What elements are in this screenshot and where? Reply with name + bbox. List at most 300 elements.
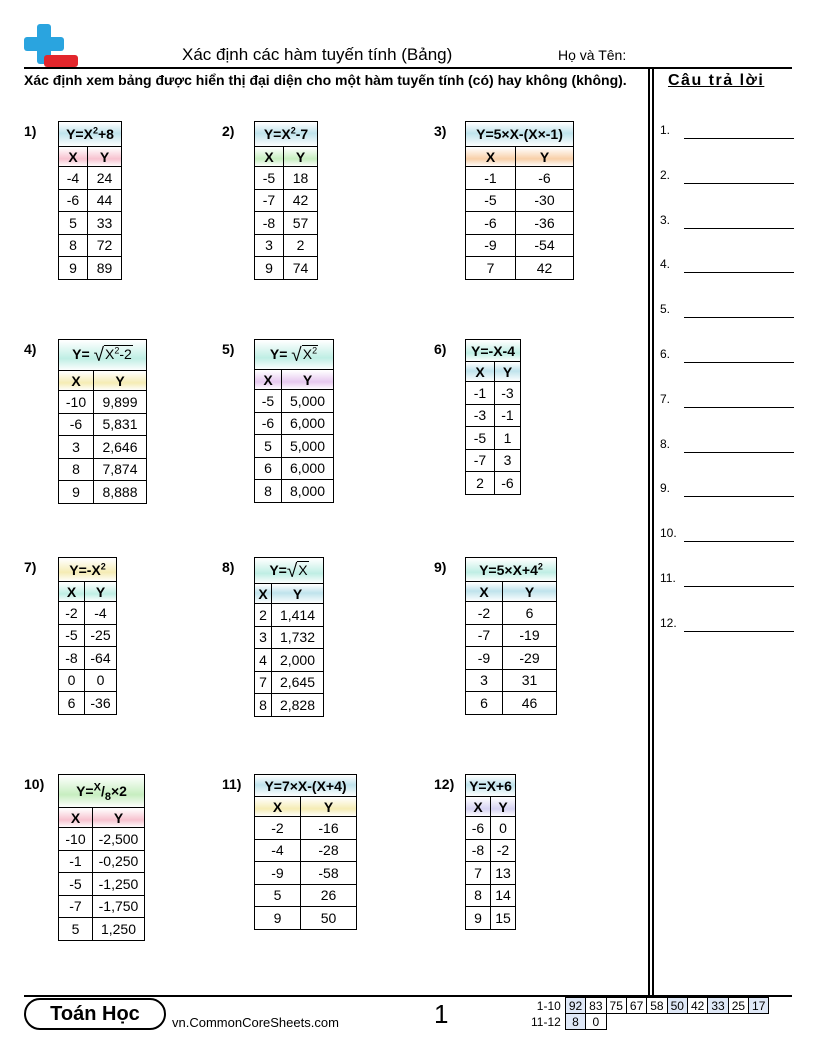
x-value: -3 [466,404,495,427]
problem-number: 1) [24,123,37,139]
table-row [255,189,318,212]
x-value: 9 [59,481,94,504]
table-row [466,404,521,427]
x-value: 5 [59,212,88,235]
table-row [59,212,122,235]
answer-line-10 [660,526,794,542]
y-value: 18 [284,167,318,190]
function-table-10 [58,774,145,941]
y-column-header: Y [516,147,574,167]
x-value: -1 [59,850,93,873]
y-value: -6 [516,167,574,190]
x-value: -7 [59,895,93,918]
equation-label: $Y=5\times X+4^2$ [466,558,557,582]
answer-number: 2. [660,167,671,182]
x-value: 8 [466,884,491,907]
y-value: -36 [85,692,117,715]
table-row [466,382,521,405]
table-row [466,449,521,472]
equation-label: $Y=-X^2$ [59,558,117,582]
table-row [59,234,122,257]
score-cell: 0 [586,1014,606,1030]
table-row [255,907,357,930]
equation-label: $Y=X^2+8$ [59,122,122,147]
y-value: 89 [88,257,122,280]
function-table-8 [254,557,324,717]
y-column-header: Y [94,371,147,391]
answer-number: 3. [660,212,671,227]
x-value: 9 [466,907,491,930]
table-row [466,817,516,840]
y-value: 1 [495,427,521,450]
table-row [255,212,318,235]
y-value: 6,000 [282,412,334,435]
table-row [255,671,324,694]
function-table-12 [465,774,516,930]
answer-number: 4. [660,257,671,272]
table-row [59,918,145,941]
score-cell: 17 [749,998,769,1014]
x-value: -8 [255,212,284,235]
function-table-2 [254,121,318,280]
y-column-header: Y [301,797,357,817]
table-row [255,649,324,672]
table-row [255,234,318,257]
function-table-1 [58,121,122,280]
y-value: 1,732 [272,626,324,649]
y-value: -0,250 [93,850,145,873]
table-row [255,412,334,435]
x-value: -6 [59,189,88,212]
answer-blank[interactable] [684,183,794,184]
x-value: 6 [59,692,85,715]
y-value: 7,874 [94,458,147,481]
table-row [59,602,117,625]
x-value: -5 [466,427,495,450]
table-row [59,436,147,459]
equation-label: $Y= √X^2-2$ [59,340,147,371]
y-value: -3 [495,382,521,405]
function-table-4 [58,339,147,504]
x-value: -8 [466,839,491,862]
x-column-header: X [255,370,282,390]
x-value: 3 [466,669,503,692]
x-column-header: X [255,797,301,817]
y-column-header: Y [93,808,145,828]
table-row [466,669,557,692]
table-row [466,234,574,257]
y-column-header: Y [495,362,521,382]
equation-label: Y=5×X-(X×-1) [466,122,574,147]
y-value: 13 [491,862,516,885]
function-table-9 [465,557,557,715]
answer-blank[interactable] [684,407,794,408]
problem-number: 8) [222,559,235,575]
x-value: -5 [466,189,516,212]
y-value: 2,646 [94,436,147,459]
problem-number: 9) [434,559,447,575]
score-cell: 75 [606,998,626,1014]
table-row [466,257,574,280]
table-row [466,602,557,625]
answer-number: 12. [660,615,677,630]
table-row [255,167,318,190]
table-row [255,457,334,480]
y-value: -30 [516,189,574,212]
answer-blank[interactable] [684,496,794,497]
table-row [59,257,122,280]
y-column-header: Y [272,584,324,604]
problem-number: 3) [434,123,447,139]
y-column-header: Y [282,370,334,390]
problem-number: 12) [434,776,455,792]
x-value: -6 [255,412,282,435]
table-row [59,458,147,481]
y-value: 44 [88,189,122,212]
function-table-3 [465,121,574,280]
score-cell: 58 [647,998,667,1014]
answer-line-12 [660,616,794,632]
answer-line-6 [660,347,794,363]
y-value: 9,899 [94,391,147,414]
equation-label: $Y=X^2-7$ [255,122,318,147]
x-value: 8 [255,694,272,717]
answer-line-7 [660,392,794,408]
x-value: -6 [466,212,516,235]
table-row [59,167,122,190]
x-value: 5 [255,435,282,458]
x-value: 2 [466,472,495,495]
x-value: 9 [59,257,88,280]
problem-number: 7) [24,559,37,575]
table-row [59,828,145,851]
x-column-header: X [255,584,272,604]
x-value: 9 [255,907,301,930]
y-value: 5,000 [282,435,334,458]
answer-blank[interactable] [684,362,794,363]
x-value: 8 [255,480,282,503]
table-row [466,624,557,647]
table-row [466,189,574,212]
y-value: 57 [284,212,318,235]
table-row [255,817,357,840]
table-row [255,626,324,649]
y-column-header: Y [85,582,117,602]
x-value: 6 [466,692,503,715]
y-value: 15 [491,907,516,930]
y-value: -16 [301,817,357,840]
y-value: 2,828 [272,694,324,717]
problem-number: 10) [24,776,45,792]
y-value: 8,888 [94,481,147,504]
y-value: 6 [503,602,557,625]
function-table-7 [58,557,117,715]
y-value: -64 [85,647,117,670]
x-value: -7 [466,624,503,647]
answer-number: 1. [660,123,671,137]
x-value: -4 [59,167,88,190]
equation-label: Y=√X [255,558,324,584]
answer-number: 11. [660,571,676,585]
table-row [466,692,557,715]
function-table-11 [254,774,357,930]
y-value: 2 [284,234,318,257]
score-cell: 8 [565,1014,585,1030]
answer-blank[interactable] [684,631,794,632]
table-row [255,862,357,885]
x-value: -6 [466,817,491,840]
y-column-header: Y [503,582,557,602]
table-row [466,167,574,190]
y-value: 24 [88,167,122,190]
table-row [466,647,557,670]
answers-title: Câu trả lời [668,72,765,89]
table-row [59,692,117,715]
header-rule [24,67,792,69]
x-column-header: X [59,582,85,602]
x-value: -10 [59,391,94,414]
name-label: Họ và Tên: [558,47,627,63]
x-column-header: X [466,582,503,602]
x-value: -8 [59,647,85,670]
answer-number: 7. [660,391,671,406]
x-value: -5 [255,390,282,413]
x-value: 7 [466,257,516,280]
y-value: 0 [85,669,117,692]
table-row [59,481,147,504]
table-row [59,391,147,414]
instructions: Xác định xem bảng được hiển thị đại diện cho một hàm tuyến tính (có) hay không (không). [24,72,627,88]
y-value: 6,000 [282,457,334,480]
y-value: 42 [284,189,318,212]
x-value: -1 [466,382,495,405]
x-value: -5 [59,624,85,647]
answer-blank[interactable] [684,317,794,318]
score-cell: 50 [667,998,687,1014]
y-value: 2,000 [272,649,324,672]
x-value: -7 [466,449,495,472]
table-row [466,472,521,495]
y-value: -1,750 [93,895,145,918]
table-row [466,907,516,930]
table-row [255,390,334,413]
y-value: -29 [503,647,557,670]
page-number: 1 [434,999,449,1029]
function-table-5 [254,339,334,503]
table-row [59,413,147,436]
y-column-header: Y [284,147,318,167]
x-value: 3 [59,436,94,459]
x-value: -7 [255,189,284,212]
x-value: -5 [59,873,93,896]
y-value: 50 [301,907,357,930]
page-title: Xác định các hàm tuyến tính (Bảng) [182,45,453,64]
x-value: -10 [59,828,93,851]
answer-blank[interactable] [684,138,794,139]
x-value: 3 [255,234,284,257]
table-row [466,862,516,885]
score-row [528,1014,769,1030]
y-value: 14 [491,884,516,907]
y-value: -4 [85,602,117,625]
brand-badge: Toán Học [24,998,166,1030]
y-value: -2 [491,839,516,862]
problem-number: 6) [434,341,447,357]
answer-line-8 [660,437,794,453]
problem-number: 4) [24,341,37,357]
score-cell: 83 [586,998,606,1014]
y-value: 31 [503,669,557,692]
score-cell: 33 [708,998,728,1014]
x-value: -4 [255,839,301,862]
table-row [59,669,117,692]
y-value: 5,831 [94,413,147,436]
table-row [255,884,357,907]
y-value: -28 [301,839,357,862]
answer-number: 9. [660,481,671,496]
y-value: 46 [503,692,557,715]
table-row [59,189,122,212]
table-row [59,647,117,670]
x-value: 0 [59,669,85,692]
score-row-label: 1-10 [536,998,561,1013]
x-value: 8 [59,458,94,481]
x-value: 6 [255,457,282,480]
x-value: -1 [466,167,516,190]
table-row [466,839,516,862]
y-value: -6 [495,472,521,495]
x-value: -2 [255,817,301,840]
x-value: -6 [59,413,94,436]
y-value: -25 [85,624,117,647]
score-table [528,997,769,1030]
answer-line-5 [660,302,794,318]
y-value: 33 [88,212,122,235]
x-column-header: X [59,371,94,391]
answer-number: 5. [660,302,671,317]
equation-label: Y=7×X-(X+4) [255,775,357,797]
score-row-label: 11-12 [531,1014,561,1029]
x-value: -9 [466,234,516,257]
answer-number: 6. [660,347,671,361]
y-value: -1,250 [93,873,145,896]
answer-line-9 [660,481,794,497]
x-value: -5 [255,167,284,190]
x-value: 7 [466,862,491,885]
x-column-header: X [466,147,516,167]
y-value: 72 [88,234,122,257]
x-value: 2 [255,604,272,627]
y-value: 3 [495,449,521,472]
answer-number: 10. [660,526,677,541]
x-column-header: X [255,147,284,167]
x-value: 7 [255,671,272,694]
y-value: 26 [301,884,357,907]
table-row [59,850,145,873]
equation-label: Y=X+6 [466,775,516,797]
answer-column-divider-left [648,67,650,997]
score-cell: 25 [728,998,748,1014]
y-value: -54 [516,234,574,257]
y-value: 5,000 [282,390,334,413]
answer-blank[interactable] [684,272,794,273]
score-cell: 67 [626,998,646,1014]
y-value: 74 [284,257,318,280]
table-row [255,435,334,458]
table-row [59,624,117,647]
y-value: 2,645 [272,671,324,694]
y-value: 1,250 [93,918,145,941]
answer-column-divider-right [652,67,654,997]
answer-line-3 [660,213,794,229]
y-column-header: Y [491,797,516,817]
y-column-header: Y [88,147,122,167]
table-row [466,212,574,235]
y-value: 8,000 [282,480,334,503]
x-value: 8 [59,234,88,257]
x-value: 9 [255,257,284,280]
x-column-header: X [466,797,491,817]
y-value: -1 [495,404,521,427]
table-row [255,694,324,717]
x-value: 5 [255,884,301,907]
plus-minus-logo-icon [24,24,78,68]
equation-label: Y=-X-4 [466,340,521,362]
answer-line-1 [660,123,794,139]
x-value: -2 [466,602,503,625]
table-row [255,480,334,503]
y-value: -36 [516,212,574,235]
equation-label: $Y=^X/_8\times 2$ [59,775,145,808]
table-row [466,884,516,907]
answer-line-2 [660,168,794,184]
site-url: vn.CommonCoreSheets.com [172,1015,339,1030]
equation-label: $Y= √X^2$ [255,340,334,370]
y-value: 1,414 [272,604,324,627]
x-column-header: X [59,147,88,167]
table-row [466,427,521,450]
x-value: -9 [466,647,503,670]
x-value: 3 [255,626,272,649]
x-value: -2 [59,602,85,625]
table-row [59,895,145,918]
answer-line-11 [660,571,794,587]
answer-blank[interactable] [684,586,794,587]
problem-number: 5) [222,341,235,357]
y-value: -19 [503,624,557,647]
y-value: -58 [301,862,357,885]
x-value: 4 [255,649,272,672]
answer-blank[interactable] [684,228,794,229]
answer-line-4 [660,257,794,273]
y-value: -2,500 [93,828,145,851]
function-table-6 [465,339,521,495]
problem-number: 11) [222,776,242,792]
table-row [59,873,145,896]
answer-blank[interactable] [684,452,794,453]
table-row [255,257,318,280]
score-cell: 92 [565,998,585,1014]
x-column-header: X [59,808,93,828]
score-cell: 42 [687,998,707,1014]
answer-blank[interactable] [684,541,794,542]
x-value: 5 [59,918,93,941]
y-value: 0 [491,817,516,840]
table-row [255,604,324,627]
y-value: 42 [516,257,574,280]
table-row [255,839,357,862]
score-row [528,998,769,1014]
